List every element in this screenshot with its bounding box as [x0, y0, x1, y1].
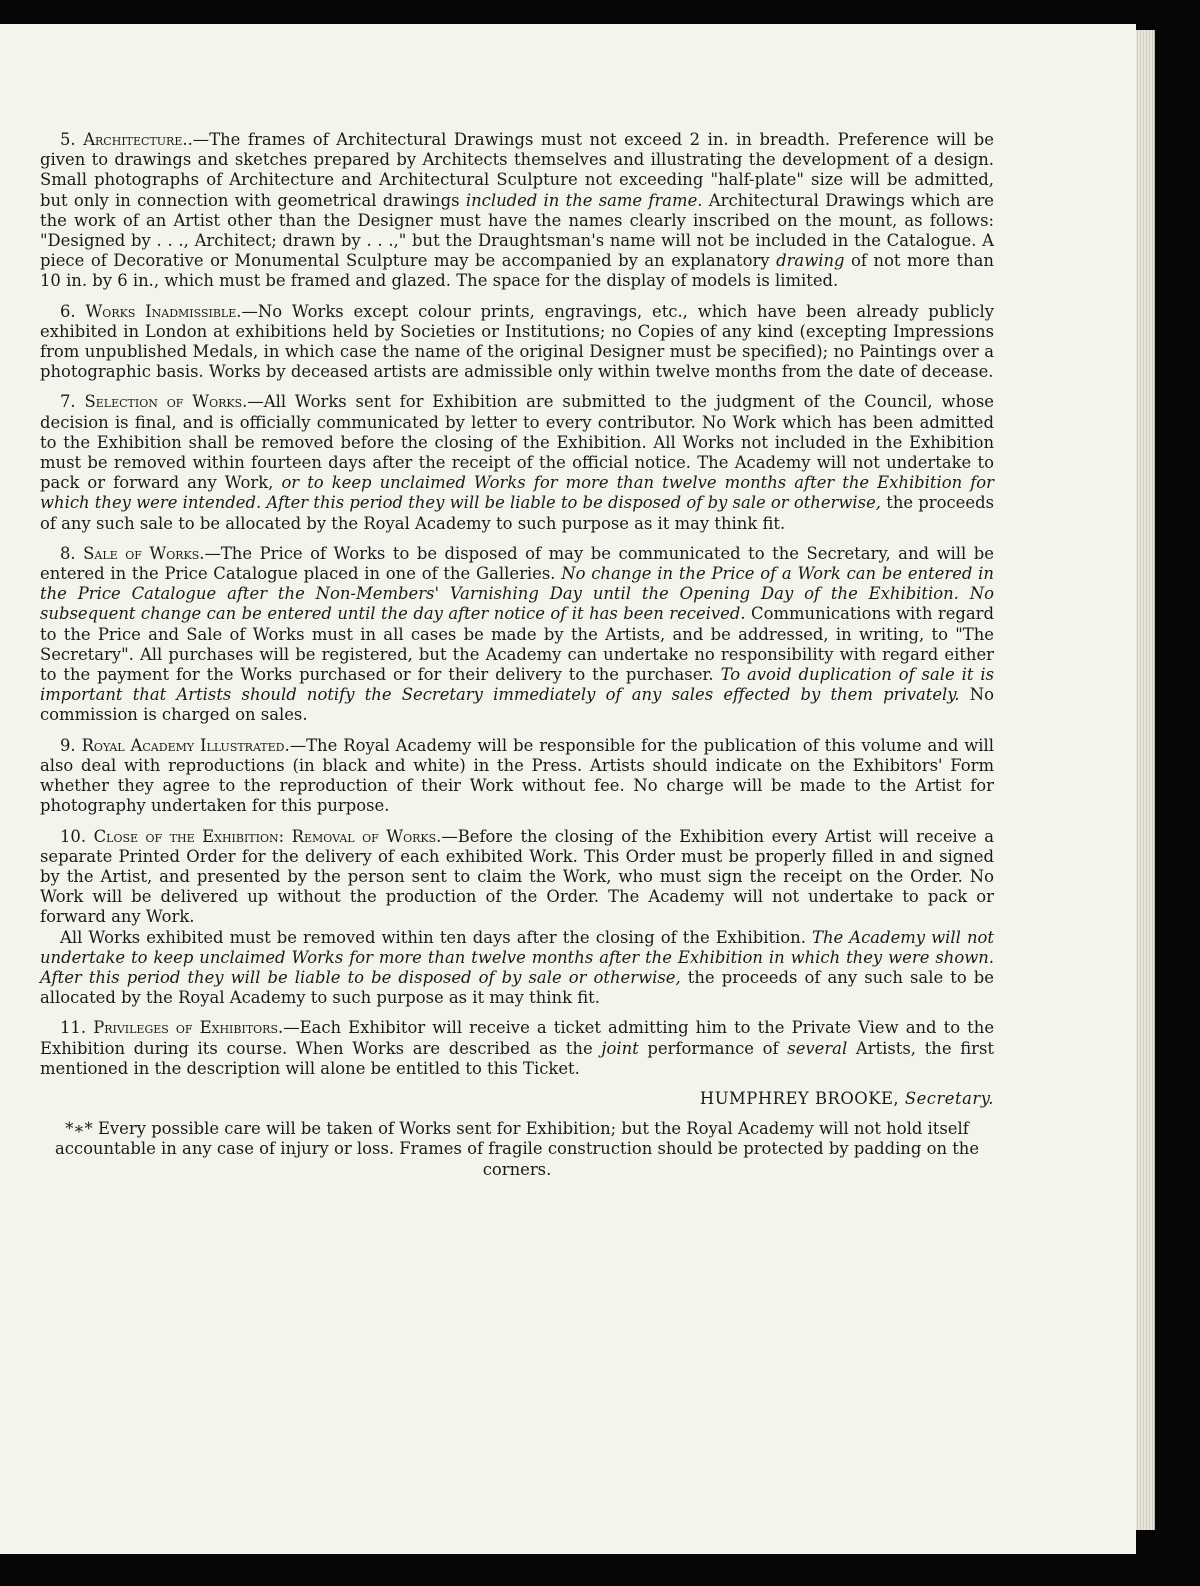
- rule-text-italic: or to keep unclaimed Works for more than twelve months after the Exhibition for which they were intended. After this period they will be liable to be disposed of by sale or otherwise,: [40, 473, 994, 513]
- rule-number: 8.: [60, 543, 76, 563]
- rule-text: the proceeds of any such sale to be allocated by the Royal Academy to such purpose as it may think fit.: [40, 967, 994, 1008]
- rule-text-italic: drawing: [776, 251, 845, 271]
- rule-number: 9.: [60, 735, 76, 755]
- rule-text: No Works except colour prints, engravings, etc., which have been already publicly exhibited in London at exhibitions held by Societies or Institutions; no Copies of any kind (excepting Impressions from unpublished Medals, in which case the name of the original Designer must be specified); no Paintings over a photographic basis. Works by deceased artists are admissible only within twelve months from the date of decease.: [40, 301, 994, 382]
- rule-text: Architectural Drawings which are the work of an Artist other than the Designer must have the names clearly inscribed on the mount, as follows: "Designed by . . ., Architect; drawn by . . .," but the Draughtsman's name will not be included in the Catalogue. A piece of Decorative or Monumental Sculpture may be accompanied by an explanatory: [40, 190, 994, 271]
- rules-list: [40, 130, 994, 1079]
- rule-number: 6.: [60, 301, 76, 321]
- rule-paragraph: [40, 392, 994, 533]
- rule-number: 7.: [60, 392, 76, 412]
- rule-text: The Royal Academy will be responsible for the publication of this volume and will also deal with reproductions (in black and white) in the Press. Artists should indicate on the Exhibitors' Form whether they agree to the reproduction of their Work without fee. No charge will be made to the Artist for photography undertaken for this purpose.: [40, 735, 995, 816]
- rule-heading: Works Inadmissible.—: [85, 301, 258, 321]
- rule-text-italic: included in the same frame.: [465, 190, 703, 210]
- rule-text: Each Exhibitor will receive a ticket admitting him to the Private View and to the Exhibition during its course. When Works are described as the: [40, 1018, 995, 1058]
- rule-paragraph: [40, 130, 994, 292]
- regulations-text: [40, 130, 994, 1180]
- rule-text: All Works exhibited must be removed within ten days after the closing of the Exhibition.: [60, 927, 813, 947]
- rule-text: The frames of Architectural Drawings must not exceed 2 in. in breadth. Preference will be given to drawings and sketches prepared by Architects themselves and illustrating the development of a design. Small photographs of Architecture and Architectural Sculpture not exceeding "half-plate" size will be admitted, but only in connection with geometrical drawings: [40, 130, 994, 210]
- rule-text-italic: No change in the Price of a Work can be entered in the Price Catalogue after the Non-Members' Varnishing Day until the Opening Day of the Exhibition. No subsequent change can be entered until the day after notice of it has been received.: [40, 564, 994, 624]
- asterism-mark: *∗*: [65, 1119, 93, 1139]
- rule-number: 11.: [60, 1018, 87, 1038]
- rule-number: 10.: [60, 826, 87, 846]
- signature-name: HUMPHREY BROOKE,: [699, 1088, 900, 1108]
- rule-heading: Architecture..—: [83, 130, 210, 149]
- rule-text: Artists, the first mentioned in the description will alone be entitled to this Ticket.: [40, 1038, 994, 1078]
- signature: [40, 1089, 994, 1109]
- rule-text: The Price of Works to be disposed of may be communicated to the Secretary, and will be entered in the Price Catalogue placed in one of the Galleries.: [40, 543, 994, 584]
- rule-number: 5.: [60, 130, 76, 149]
- rule-text-italic: The Academy will not undertake to keep unclaimed Works for more than twelve months after the Exhibition in which they were shown. After this period they will be liable to be disposed of by sale or otherwise,: [40, 927, 994, 987]
- rule-paragraph: [40, 302, 994, 383]
- rule-text-italic: several: [787, 1038, 848, 1058]
- care-note-text: Every possible care will be taken of Works sent for Exhibition; but the Royal Academy will not hold itself accountable in any case of injury or loss. Frames of fragile construction should be protected by padding on the corners.: [54, 1119, 980, 1179]
- rule-text: All Works sent for Exhibition are submitted to the judgment of the Council, whose decision is final, and is officially communicated by letter to every contributor. No Work which has been admitted to the Exhibition shall be removed before the closing of the Exhibition. All Works not included in the Exhibition must be removed within fourteen days after the receipt of the official notice. The Academy will not undertake to pack or forward any Work,: [40, 392, 995, 493]
- rule-paragraph: [40, 1018, 994, 1079]
- rule-heading: Sale of Works.—: [83, 543, 221, 563]
- care-note: [40, 1119, 994, 1180]
- rule-paragraph: [40, 827, 994, 928]
- rule-continuation: [40, 928, 994, 1009]
- signature-title: Secretary.: [904, 1088, 994, 1108]
- rule-text: Before the closing of the Exhibition every Artist will receive a separate Printed Order for the delivery of each exhibited Work. This Order must be properly filled in and signed by the Artist, and presented by the person sent to claim the Work, who must sign the receipt on the Order. No Work will be delivered up without the production of the Order. The Academy will not undertake to pack or forward any Work.: [40, 826, 994, 927]
- rule-text: Communications with regard to the Price and Sale of Works must in all cases be made by the Artists, and be addressed, in writing, to "The Secretary". All purchases will be registered, but the Academy can undertake no responsibility with regard either to the payment for the Works purchased or for their delivery to the purchaser.: [40, 604, 994, 685]
- rule-text: No commission is charged on sales.: [40, 685, 994, 725]
- rule-heading: Close of the Exhibition: Removal of Works.—: [93, 826, 458, 846]
- rule-text-italic: joint: [601, 1038, 639, 1058]
- rule-text-italic: To avoid duplication of sale it is important that Artists should notify the Secretary immediately of any sales effected by them privately.: [40, 665, 994, 705]
- rule-text: performance of: [638, 1038, 788, 1058]
- rule-text: of not more than 10 in. by 6 in., which must be framed and glazed. The space for the display of models is limited.: [40, 251, 994, 291]
- rule-paragraph: [40, 544, 994, 726]
- rule-heading: Selection of Works.—: [84, 392, 264, 412]
- rule-text: the proceeds of any such sale to be allocated by the Royal Academy to such purpose as it may think fit.: [40, 493, 994, 533]
- rule-heading: Privileges of Exhibitors.—: [93, 1018, 300, 1038]
- rule-heading: Royal Academy Illustrated.—: [81, 735, 307, 755]
- rule-paragraph: [40, 736, 994, 817]
